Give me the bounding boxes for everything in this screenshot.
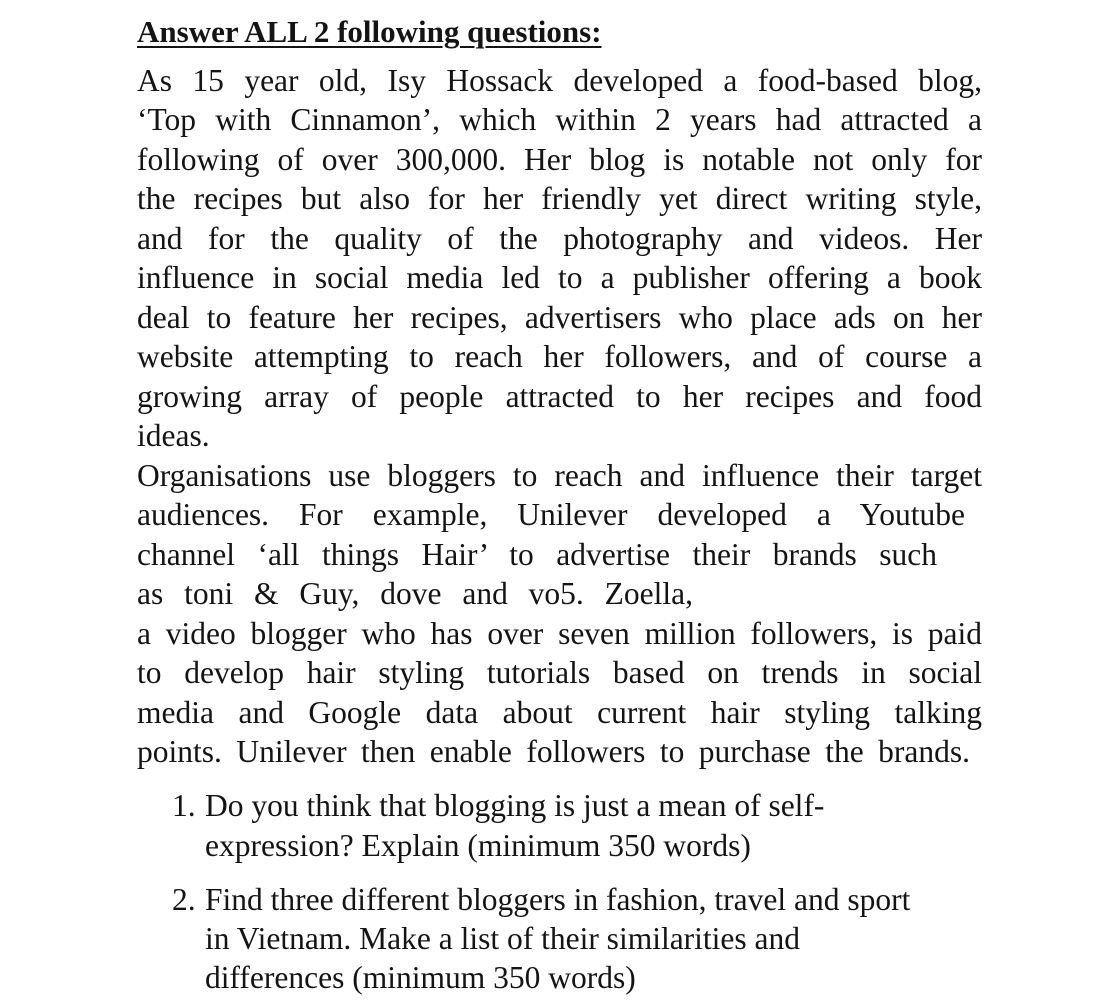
paragraph-line: audiences. For example, Unilever developed a Youtube <box>137 497 965 532</box>
question-line: Find three different bloggers in fashion, travel and sport <box>205 882 911 917</box>
paragraph-line: growing array of people attracted to her recipes and food <box>137 379 982 414</box>
paragraph-line: media and Google data about current hair styling talking <box>137 695 982 730</box>
question-line: expression? Explain (minimum 350 words) <box>205 828 751 863</box>
document-heading: Answer ALL 2 following questions: <box>137 14 602 49</box>
paragraph-line: influence in social media led to a publisher offering a book <box>137 260 982 295</box>
paragraph-line: points. Unilever then enable followers to purchase the brands. <box>137 734 970 769</box>
paragraph-line: following of over 300,000. Her blog is notable not only for <box>137 142 982 177</box>
paragraph-line: ideas. <box>137 418 210 453</box>
paragraph-line: As 15 year old, Isy Hossack developed a food-based blog, <box>137 63 982 98</box>
paragraph-line: as toni & Guy, dove and vo5. Zoella, <box>137 576 693 611</box>
question-number: 2. <box>172 882 196 917</box>
paragraph-line: channel ‘all things Hair’ to advertise their brands such <box>137 537 937 572</box>
paragraph-line: website attempting to reach her followers, and of course a <box>137 339 982 374</box>
question-line: in Vietnam. Make a list of their similarities and <box>205 921 801 956</box>
paragraph-line: to develop hair styling tutorials based on trends in social <box>137 655 982 690</box>
question-line: Do you think that blogging is just a mean of self- <box>205 788 825 823</box>
paragraph-line: deal to feature her recipes, advertisers who place ads on her <box>137 300 982 335</box>
question-line: differences (minimum 350 words) <box>205 960 636 995</box>
paragraph-line: and for the quality of the photography and videos. Her <box>137 221 982 256</box>
paragraph-line: Organisations use bloggers to reach and influence their target <box>137 458 982 493</box>
question-number: 1. <box>172 788 196 823</box>
paragraph-line: a video blogger who has over seven million followers, is paid <box>137 616 982 651</box>
paragraph-line: ‘Top with Cinnamon’, which within 2 years had attracted a <box>137 102 982 137</box>
paragraph-line: the recipes but also for her friendly yet direct writing style, <box>137 181 982 216</box>
